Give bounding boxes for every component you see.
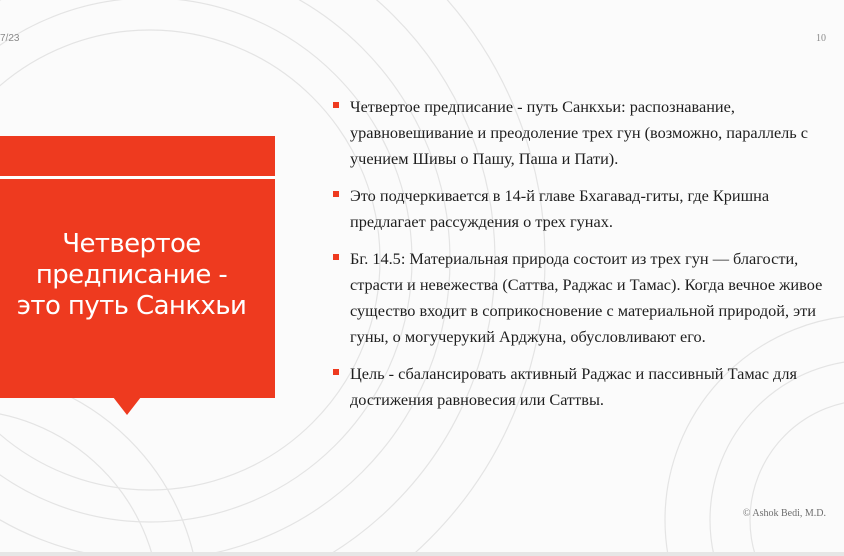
square-bullet-icon <box>333 191 339 197</box>
bullet-item <box>333 361 833 413</box>
bullet-list <box>333 94 833 424</box>
slide-title-line: это путь Санкхьи <box>16 291 247 321</box>
square-bullet-icon <box>333 102 339 108</box>
copyright-notice: © Ashok Bedi, M.D. <box>742 508 826 519</box>
bullet-text: Четвертое предписание - путь Санкхьи: распознавание, уравновешивание и преодоление трех гун (возможно, параллель с учением Шивы о Пашу, Паша и Пати). <box>350 97 809 168</box>
bullet-item <box>333 94 833 172</box>
square-bullet-icon <box>333 369 339 375</box>
bullet-text: Бг. 14.5: Материальная природа состоит из трех гун — благости, страсти и невежества (Саттва, Раджас и Тамас). Когда вечное живое существо входит в соприкосновение с материальной природой, эти гуны, о могучерукий Арджуна, обусловливают его. <box>350 249 823 346</box>
square-bullet-icon <box>333 254 339 260</box>
title-callout-pointer <box>113 397 141 415</box>
slide-title <box>0 229 263 322</box>
bullet-item <box>333 183 833 235</box>
bullet-item <box>333 246 833 350</box>
title-panel <box>0 136 275 398</box>
slide-number: 10 <box>816 33 826 44</box>
bullet-text: Это подчеркивается в 14-й главе Бхагавад-гиты, где Кришна предлагает рассуждения о трех гунах. <box>350 186 770 231</box>
bullet-text: Цель - сбалансировать активный Раджас и пассивный Тамас для достижения равновесия или Саттвы. <box>350 364 797 409</box>
title-divider <box>0 176 275 179</box>
slide-title-line: предписание - <box>35 260 228 290</box>
slide-title-line: Четвертое <box>62 229 201 259</box>
slide-date: 7/23 <box>0 33 20 44</box>
slide-bottom-edge <box>0 552 844 556</box>
